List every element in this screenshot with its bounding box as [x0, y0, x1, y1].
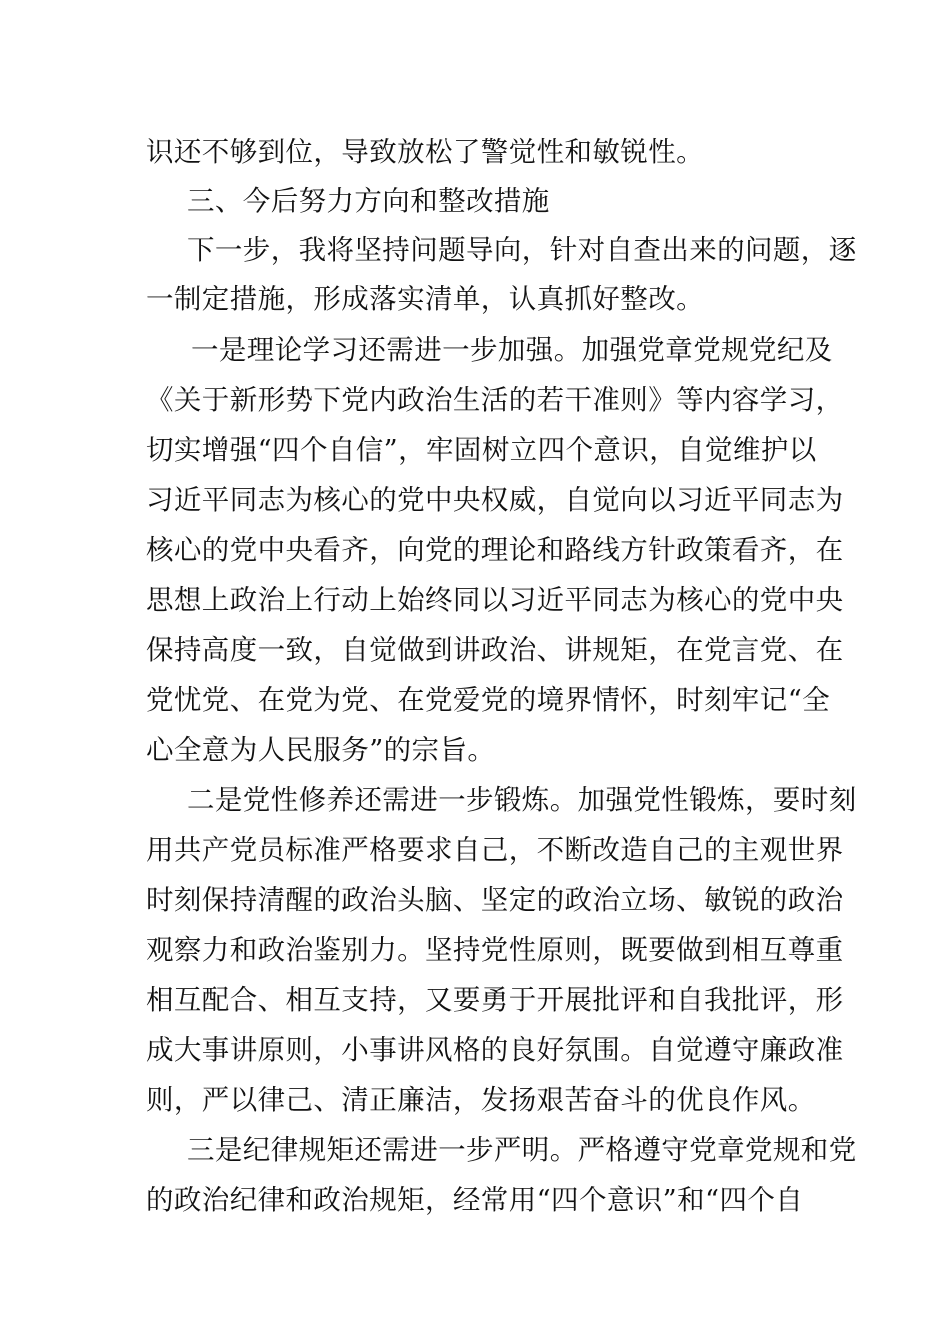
text-line: 观察力和政治鉴别力。坚持党性原则，既要做到相互尊重 [146, 934, 844, 966]
text-line: 心全意为人民服务”的宗旨。 [146, 734, 496, 766]
text-line: 成大事讲原则，小事讲风格的良好氛围。自觉遵守廉政准 [146, 1034, 844, 1066]
text-line: 一是理论学习还需进一步加强。加强党章党规党纪及 [191, 334, 833, 366]
text-line: 核心的党中央看齐，向党的理论和路线方针政策看齐，在 [146, 534, 844, 566]
text-line: 下一步，我将坚持问题导向，针对自查出来的问题，逐 [187, 234, 857, 266]
text-line: 识还不够到位，导致放松了警觉性和敏锐性。 [146, 136, 704, 168]
text-line: 《关于新形势下党内政治生活的若干准则》等内容学习， [146, 384, 844, 416]
text-line: 思想上政治上行动上始终同以习近平同志为核心的党中央 [146, 584, 844, 616]
text-line: 用共产党员标准严格要求自己，不断改造自己的主观世界 [146, 834, 844, 866]
text-line: 一制定措施，形成落实清单，认真抓好整改。 [146, 283, 704, 315]
text-line: 二是党性修养还需进一步锻炼。加强党性锻炼，要时刻 [187, 784, 857, 816]
text-line: 相互配合、相互支持，又要勇于开展批评和自我批评，形 [146, 984, 844, 1016]
text-line: 三是纪律规矩还需进一步严明。严格遵守党章党规和党 [187, 1134, 857, 1166]
text-line: 保持高度一致，自觉做到讲政治、讲规矩，在党言党、在 [146, 634, 844, 666]
text-line: 时刻保持清醒的政治头脑、坚定的政治立场、敏锐的政治 [146, 884, 844, 916]
text-line: 切实增强“四个自信”，牢固树立四个意识，自觉维护以 [146, 434, 817, 466]
text-line: 党忧党、在党为党、在党爱党的境界情怀，时刻牢记“全 [146, 684, 831, 716]
text-line: 习近平同志为核心的党中央权威，自觉向以习近平同志为 [146, 484, 844, 516]
text-line: 则，严以律己、清正廉洁，发扬艰苦奋斗的优良作风。 [146, 1084, 816, 1116]
section-heading: 三、今后努力方向和整改措施 [187, 185, 550, 217]
text-line: 的政治纪律和政治规矩，经常用“四个意识”和“四个自 [146, 1184, 804, 1216]
